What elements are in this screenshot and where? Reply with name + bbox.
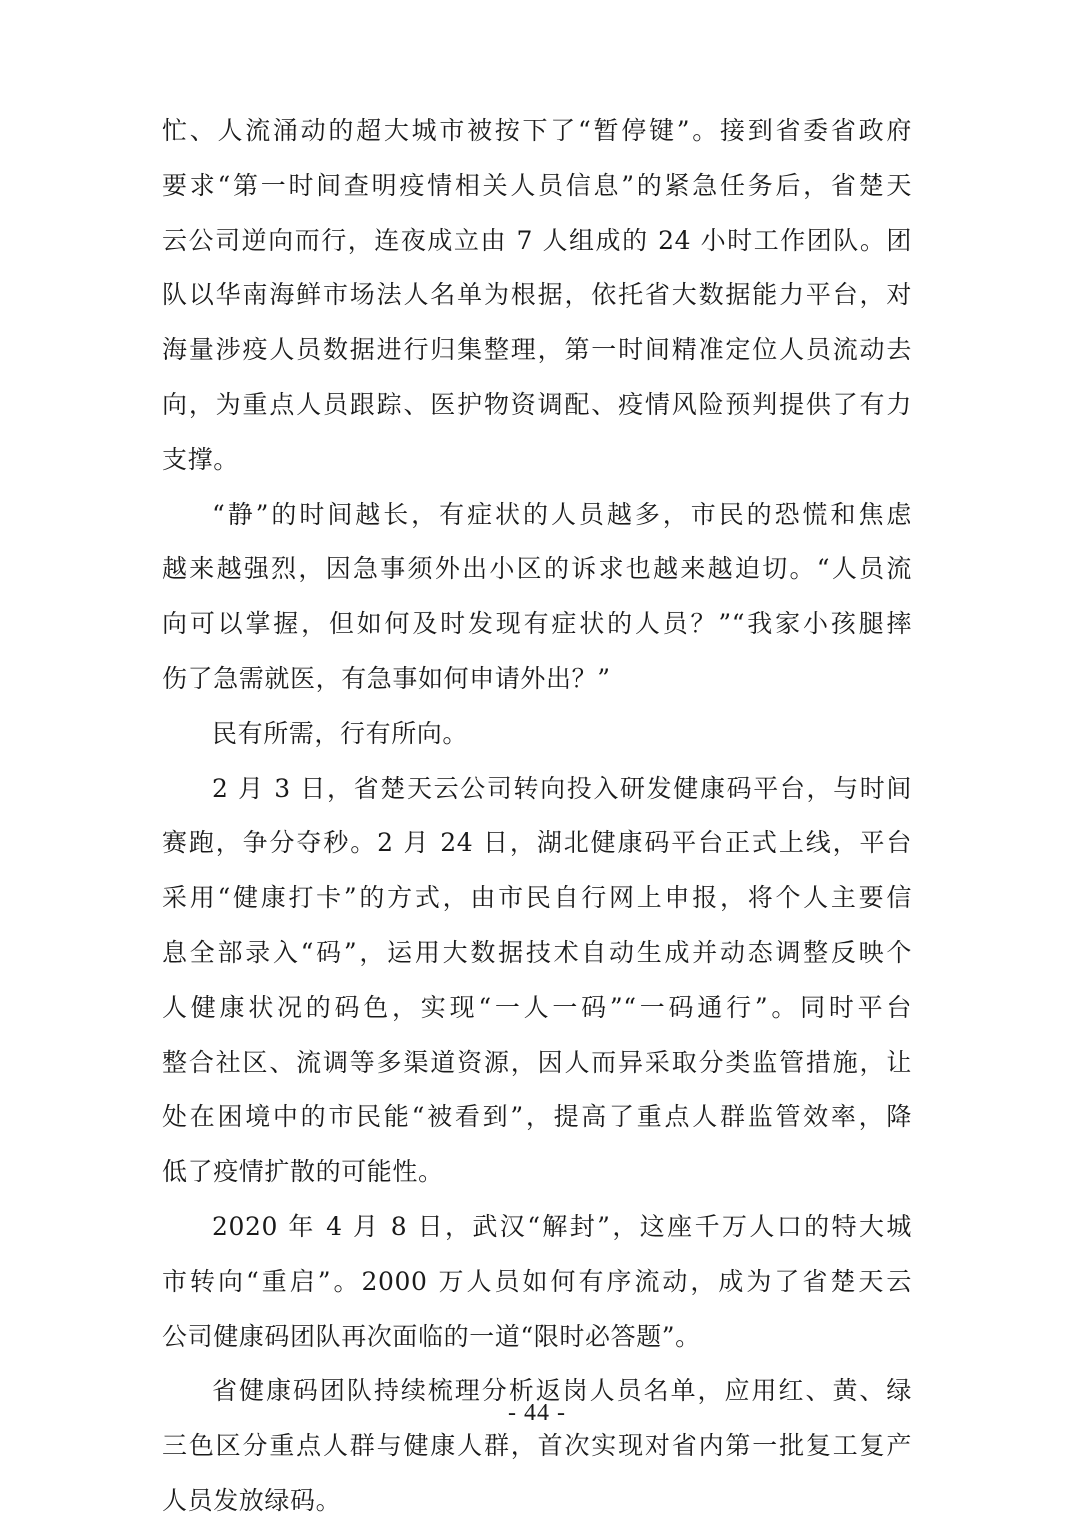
text-line: 公司健康码团队再次面临的一道“限时必答题”。 (162, 1321, 701, 1351)
text-line: 云公司逆向而行，连夜成立由 7 人组成的 24 小时工作团队。团 (162, 225, 912, 255)
page-number: - 44 - (508, 1400, 566, 1426)
text-line: 伤了急需就医，有急事如何申请外出？” (162, 663, 611, 693)
paragraph (162, 104, 912, 488)
text-line: “静”的时间越长，有症状的人员越多，市民的恐慌和焦虑 (212, 499, 912, 529)
text-line: 队以华南海鲜市场法人名单为根据，依托省大数据能力平台，对 (162, 280, 912, 310)
paragraph (162, 1364, 912, 1528)
paragraph (162, 762, 912, 1200)
text-line: 三色区分重点人群与健康人群，首次实现对省内第一批复工复产 (162, 1431, 912, 1461)
text-line: 向可以掌握，但如何及时发现有症状的人员？”“我家小孩腿摔 (162, 609, 912, 639)
text-line: 越来越强烈，因急事须外出小区的诉求也越来越迫切。“人员流 (162, 554, 912, 584)
text-line: 2020 年 4 月 8 日，武汉“解封”，这座千万人口的特大城 (212, 1211, 912, 1241)
paragraph (162, 707, 912, 762)
text-line: 整合社区、流调等多渠道资源，因人而异采取分类监管措施，让 (162, 1047, 912, 1077)
text-line: 要求“第一时间查明疫情相关人员信息”的紧急任务后，省楚天 (162, 170, 912, 200)
text-line: 向，为重点人员跟踪、医护物资调配、疫情风险预判提供了有力 (162, 389, 912, 419)
body-text (162, 104, 912, 1529)
text-line: 人员发放绿码。 (162, 1485, 342, 1515)
text-line: 息全部录入“码”，运用大数据技术自动生成并动态调整反映个 (162, 937, 912, 967)
text-line: 民有所需，行有所向。 (212, 718, 469, 748)
text-line: 市转向“重启”。2000 万人员如何有序流动，成为了省楚天云 (162, 1266, 912, 1296)
text-line: 省健康码团队持续梳理分析返岗人员名单，应用红、黄、绿 (212, 1376, 912, 1406)
text-line: 处在困境中的市民能“被看到”，提高了重点人群监管效率，降 (162, 1102, 912, 1132)
text-line: 赛跑，争分夺秒。2 月 24 日，湖北健康码平台正式上线，平台 (162, 828, 912, 858)
text-line: 海量涉疫人员数据进行归集整理，第一时间精准定位人员流动去 (162, 335, 912, 365)
paragraph (162, 488, 912, 707)
text-line: 采用“健康打卡”的方式，由市民自行网上申报，将个人主要信 (162, 883, 912, 913)
text-line: 2 月 3 日，省楚天云公司转向投入研发健康码平台，与时间 (212, 773, 912, 803)
paragraph (162, 1200, 912, 1364)
text-line: 忙、人流涌动的超大城市被按下了“暂停键”。接到省委省政府 (162, 116, 912, 145)
text-line: 人健康状况的码色，实现“一人一码”“一码通行”。同时平台 (162, 992, 912, 1022)
text-line: 支撑。 (162, 444, 239, 474)
text-line: 低了疫情扩散的可能性。 (162, 1157, 444, 1187)
